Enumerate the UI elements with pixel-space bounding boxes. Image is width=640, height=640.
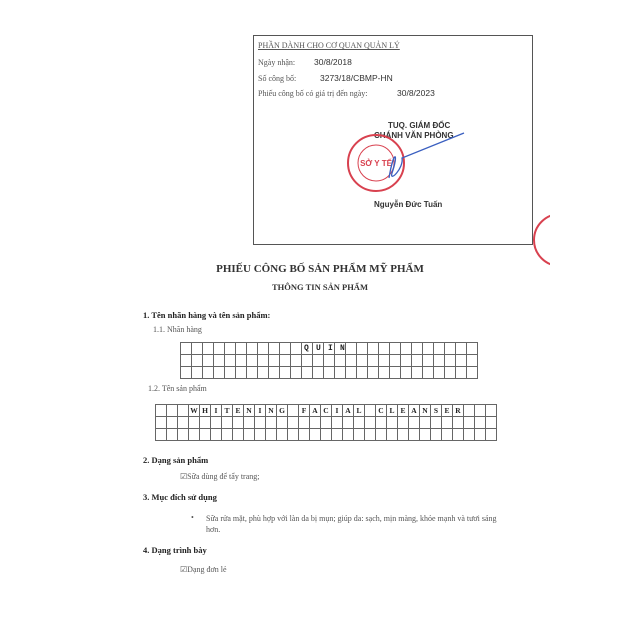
grid-cell: L <box>387 405 398 417</box>
grid-cell <box>445 355 456 367</box>
grid-cell <box>332 429 343 441</box>
grid-cell <box>398 417 409 429</box>
grid-cell <box>346 355 357 367</box>
grid-cell <box>464 417 475 429</box>
grid-cell <box>401 355 412 367</box>
grid-cell: G <box>277 405 288 417</box>
usage-purpose-text: Sữa rửa mặt, phù hợp với làn da bị mụn; giúp da: sạch, mịn màng, khỏe mạnh và tươi sáng hơn. <box>206 514 497 534</box>
grid-cell <box>324 367 335 379</box>
grid-cell: I <box>211 405 222 417</box>
grid-cell <box>178 429 189 441</box>
grid-cell <box>409 429 420 441</box>
grid-cell: H <box>200 405 211 417</box>
grid-cell: R <box>453 405 464 417</box>
grid-cell <box>453 429 464 441</box>
grid-cell <box>266 417 277 429</box>
grid-cell <box>189 429 200 441</box>
grid-cell <box>365 417 376 429</box>
grid-cell: E <box>233 405 244 417</box>
product-form-value: ☑Sữa dùng để tẩy trang; <box>180 472 260 481</box>
grid-cell <box>332 417 343 429</box>
grid-cell <box>486 405 497 417</box>
grid-cell <box>288 417 299 429</box>
grid-cell <box>423 367 434 379</box>
grid-cell <box>167 417 178 429</box>
grid-cell <box>280 355 291 367</box>
grid-cell <box>423 355 434 367</box>
grid-cell <box>475 405 486 417</box>
signer-title-2: CHÁNH VĂN PHÒNG <box>374 131 454 140</box>
stamp-text: SỞ Y TẾ <box>360 159 392 168</box>
section-3-heading: 3. Mục đích sử dụng <box>143 492 217 502</box>
grid-cell <box>310 417 321 429</box>
grid-cell <box>376 417 387 429</box>
grid-cell <box>299 417 310 429</box>
grid-cell <box>291 355 302 367</box>
grid-cell <box>442 429 453 441</box>
grid-cell <box>486 417 497 429</box>
grid-cell <box>343 429 354 441</box>
grid-cell <box>321 429 332 441</box>
grid-cell <box>291 367 302 379</box>
bullet-icon: • <box>191 513 194 522</box>
grid-cell <box>420 417 431 429</box>
grid-cell: N <box>244 405 255 417</box>
grid-cell: C <box>376 405 387 417</box>
grid-cell <box>302 367 313 379</box>
presentation-value: ☑Dạng đơn lẻ <box>180 565 227 574</box>
grid-cell <box>456 367 467 379</box>
grid-cell <box>236 355 247 367</box>
grid-cell <box>409 417 420 429</box>
grid-cell <box>269 367 280 379</box>
grid-cell <box>343 417 354 429</box>
section-4-heading: 4. Dạng trình bày <box>143 545 207 555</box>
agency-section-box <box>253 35 533 245</box>
grid-cell <box>167 429 178 441</box>
grid-cell <box>434 355 445 367</box>
grid-cell <box>401 367 412 379</box>
grid-cell <box>277 417 288 429</box>
signer-name: Nguyễn Đức Tuấn <box>374 200 443 209</box>
grid-cell <box>365 429 376 441</box>
grid-cell <box>379 355 390 367</box>
grid-cell <box>453 417 464 429</box>
section-1-heading: 1. Tên nhãn hàng và tên sản phẩm: <box>143 310 271 320</box>
received-label: Ngày nhận: <box>258 58 296 67</box>
number-value: 3273/18/CBMP-HN <box>320 73 393 83</box>
grid-cell <box>192 355 203 367</box>
grid-cell <box>475 417 486 429</box>
document-subtitle: THÔNG TIN SẢN PHẨM <box>272 282 368 292</box>
grid-cell <box>475 429 486 441</box>
grid-cell <box>390 367 401 379</box>
grid-cell <box>203 367 214 379</box>
grid-cell <box>247 355 258 367</box>
grid-cell <box>368 355 379 367</box>
grid-cell: A <box>409 405 420 417</box>
grid-cell <box>335 355 346 367</box>
grid-cell <box>434 367 445 379</box>
valid-value: 30/8/2023 <box>397 88 435 98</box>
grid-cell <box>486 429 497 441</box>
brand-name-text: QUIN <box>184 344 509 353</box>
number-label: Số công bố: <box>258 74 297 83</box>
grid-cell <box>412 367 423 379</box>
grid-cell <box>225 355 236 367</box>
grid-cell <box>189 417 200 429</box>
grid-cell <box>203 355 214 367</box>
agency-heading: PHẦN DÀNH CHO CƠ QUAN QUẢN LÝ <box>258 41 400 50</box>
grid-cell <box>156 429 167 441</box>
grid-cell: N <box>420 405 431 417</box>
grid-cell <box>258 355 269 367</box>
grid-cell <box>313 367 324 379</box>
grid-cell <box>354 417 365 429</box>
grid-cell: I <box>255 405 266 417</box>
grid-cell <box>387 429 398 441</box>
grid-cell <box>200 429 211 441</box>
grid-cell <box>368 367 379 379</box>
grid-cell <box>354 429 365 441</box>
grid-cell <box>233 417 244 429</box>
grid-cell: S <box>431 405 442 417</box>
official-stamp-and-signature <box>344 128 484 208</box>
grid-cell <box>346 367 357 379</box>
document-title: PHIẾU CÔNG BỐ SẢN PHẨM MỸ PHẨM <box>216 263 424 275</box>
grid-cell <box>222 417 233 429</box>
grid-cell <box>467 367 478 379</box>
product-name-grid <box>155 404 497 441</box>
grid-cell <box>299 429 310 441</box>
grid-cell <box>357 367 368 379</box>
grid-cell <box>192 367 203 379</box>
grid-cell <box>255 417 266 429</box>
grid-cell <box>445 367 456 379</box>
grid-cell <box>178 405 189 417</box>
signer-title-1: TUQ. GIÁM ĐỐC <box>388 121 451 130</box>
grid-cell <box>335 367 346 379</box>
grid-cell <box>321 417 332 429</box>
grid-cell <box>258 367 269 379</box>
grid-cell <box>269 355 280 367</box>
grid-cell: E <box>398 405 409 417</box>
grid-cell <box>412 355 423 367</box>
grid-cell <box>464 405 475 417</box>
grid-cell <box>200 417 211 429</box>
grid-cell <box>280 367 291 379</box>
grid-cell <box>357 355 368 367</box>
grid-cell <box>376 429 387 441</box>
grid-cell <box>277 429 288 441</box>
grid-cell <box>398 429 409 441</box>
grid-cell: W <box>190 406 198 415</box>
grid-cell: F <box>299 405 310 417</box>
grid-cell <box>288 429 299 441</box>
grid-cell <box>324 355 335 367</box>
brand-label: 1.1. Nhãn hàng <box>153 325 202 334</box>
grid-cell: T <box>222 405 233 417</box>
grid-cell: A <box>310 405 321 417</box>
grid-cell <box>431 429 442 441</box>
grid-cell <box>167 405 178 417</box>
grid-cell <box>244 429 255 441</box>
grid-cell: A <box>343 405 354 417</box>
grid-cell <box>225 367 236 379</box>
grid-cell <box>387 417 398 429</box>
grid-cell <box>442 417 453 429</box>
grid-cell <box>214 355 225 367</box>
grid-cell <box>222 429 233 441</box>
grid-cell <box>379 367 390 379</box>
grid-cell <box>211 429 222 441</box>
grid-cell <box>464 429 475 441</box>
grid-cell <box>236 367 247 379</box>
grid-cell <box>211 417 222 429</box>
grid-cell <box>467 355 478 367</box>
grid-cell <box>365 405 376 417</box>
grid-cell: I <box>332 405 343 417</box>
grid-cell <box>244 417 255 429</box>
grid-cell <box>310 429 321 441</box>
grid-cell: E <box>442 405 453 417</box>
grid-cell <box>302 355 313 367</box>
section-2-heading: 2. Dạng sản phẩm <box>143 455 209 465</box>
grid-cell <box>255 429 266 441</box>
received-value: 30/8/2018 <box>314 57 352 67</box>
grid-cell <box>313 355 324 367</box>
grid-cell <box>266 429 277 441</box>
grid-cell <box>214 367 225 379</box>
grid-cell <box>456 355 467 367</box>
grid-cell <box>431 417 442 429</box>
grid-cell: C <box>321 405 332 417</box>
grid-cell <box>233 429 244 441</box>
product-label: 1.2. Tên sản phẩm <box>148 384 207 393</box>
grid-cell <box>390 355 401 367</box>
grid-cell <box>288 405 299 417</box>
grid-cell <box>178 417 189 429</box>
grid-cell <box>156 405 167 417</box>
partial-stamp <box>530 210 550 270</box>
valid-label: Phiếu công bố có giá trị đến ngày: <box>258 89 368 98</box>
grid-cell <box>181 367 192 379</box>
grid-cell <box>247 367 258 379</box>
grid-cell <box>181 355 192 367</box>
grid-cell <box>156 417 167 429</box>
grid-cell: N <box>266 405 277 417</box>
grid-cell: L <box>354 405 365 417</box>
grid-cell <box>420 429 431 441</box>
